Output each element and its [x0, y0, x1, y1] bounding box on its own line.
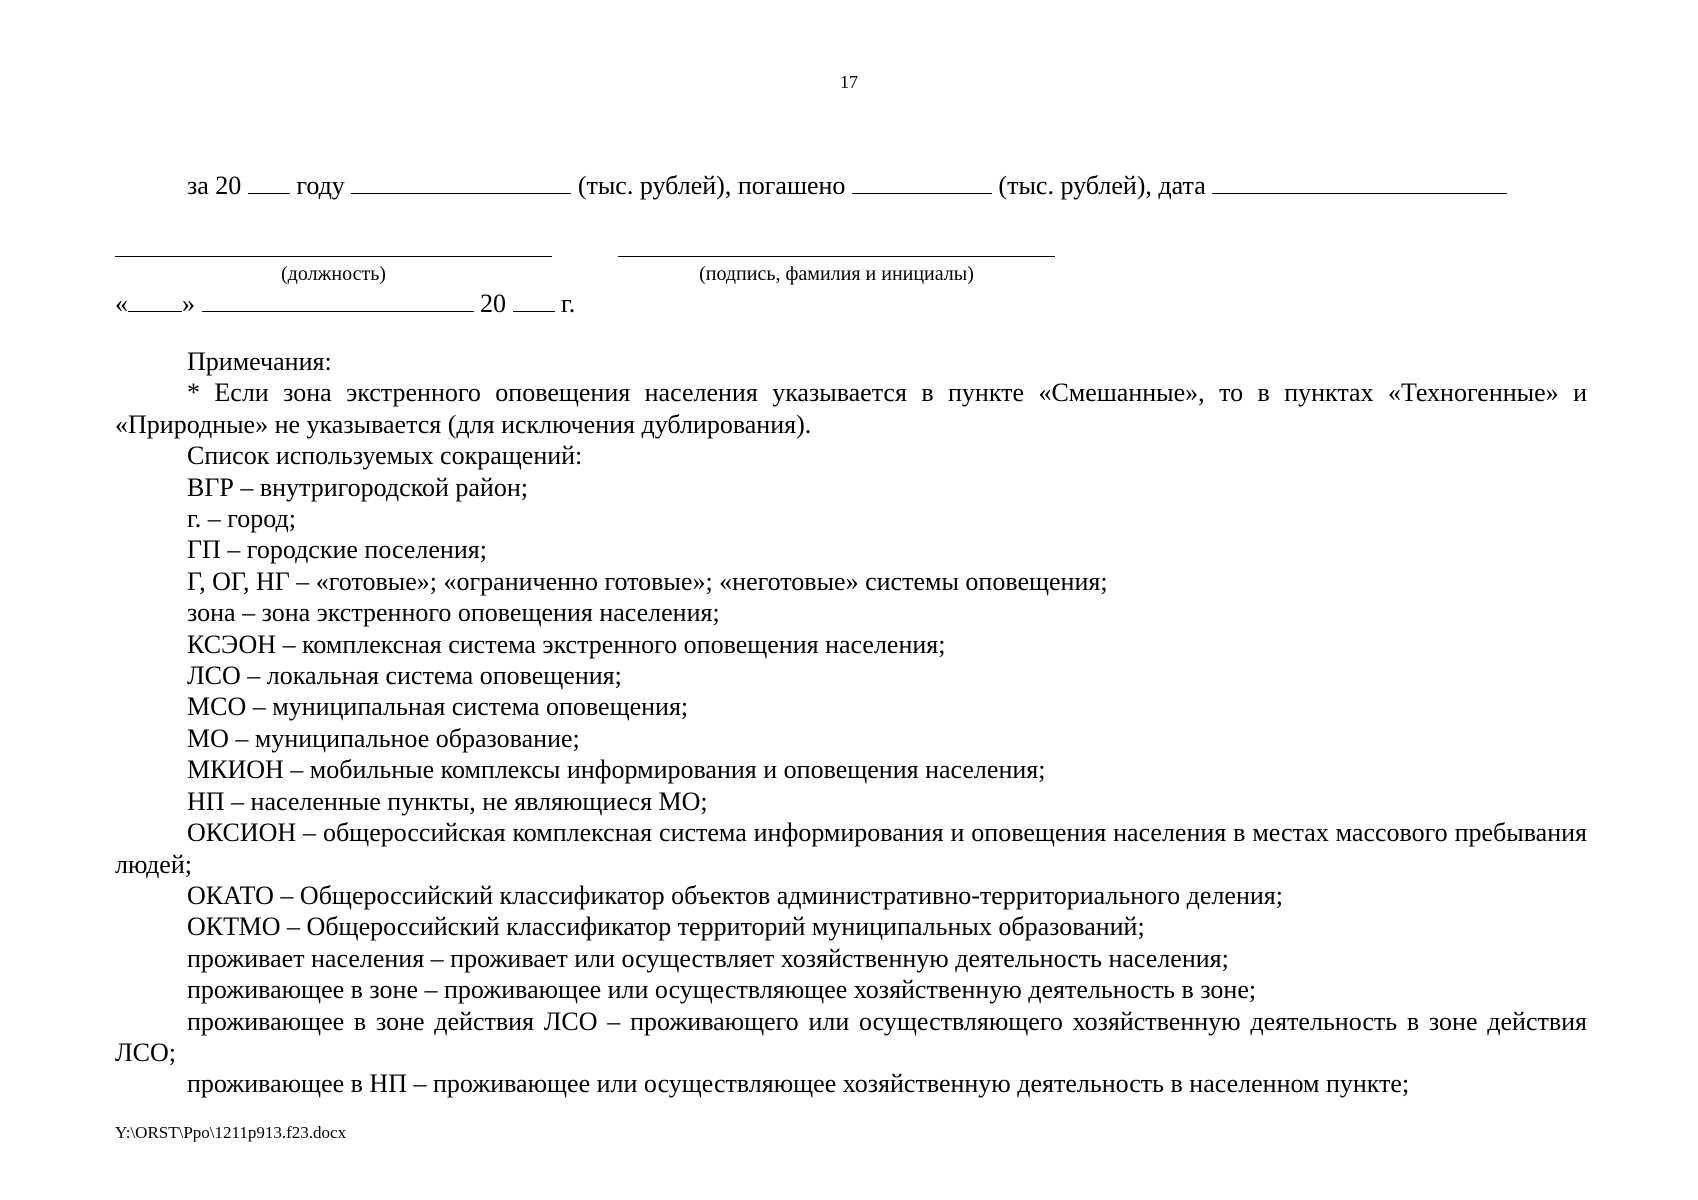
- date-blank: [1212, 170, 1507, 194]
- report-year-word: году: [296, 171, 345, 200]
- report-date-label: (тыс. рублей), дата: [998, 171, 1206, 200]
- date-close-quote: »: [182, 289, 195, 318]
- abbreviation-item: зона – зона экстренного оповещения населения;: [187, 598, 720, 628]
- abbreviation-item: г. – город;: [187, 504, 296, 534]
- date-open-quote: «: [115, 289, 128, 318]
- date-year-suffix: г.: [561, 289, 576, 318]
- year-blank: [248, 170, 290, 194]
- day-blank: [128, 288, 182, 312]
- abbreviations-list: [115, 472, 1587, 1100]
- abbreviation-item: ОКСИОН – общероссийская комплексная система информирования и оповещения населения в местах массового пребывания людей;: [115, 818, 1587, 879]
- report-line: [187, 170, 1587, 202]
- page-number: 17: [840, 72, 858, 92]
- notes-section: [115, 346, 1587, 1100]
- report-year-label: за 20: [187, 171, 242, 200]
- amount-blank: [351, 170, 571, 194]
- footer-file-path: Y:\ORST\Ppo\1211p913.f23.docx: [115, 1123, 347, 1142]
- abbreviation-item: ОКАТО – Общероссийский классификатор объектов административно-территориального деления;: [187, 880, 1283, 910]
- abbreviation-item: МКИОН – мобильные комплексы информирования и оповещения населения;: [187, 755, 1046, 785]
- position-caption: (должность): [281, 263, 386, 285]
- abbreviation-item: НП – населенные пункты, не являющиеся МО;: [187, 786, 708, 816]
- abbreviation-item: МО – муниципальное образование;: [187, 723, 580, 753]
- abbreviation-item: МСО – муниципальная система оповещения;: [187, 692, 689, 722]
- signature-line: [618, 256, 1055, 257]
- position-line: [115, 256, 552, 257]
- abbreviation-item: Г, ОГ, НГ – «готовые»; «ограниченно готовые»; «неготовые» системы оповещения;: [187, 566, 1108, 596]
- repaid-blank: [852, 170, 992, 194]
- report-repaid-label: (тыс. рублей), погашено: [577, 171, 846, 200]
- date-line: [115, 288, 575, 320]
- abbreviation-item: проживающее в зоне – проживающее или осуществляющее хозяйственную деятельность в зоне;: [187, 975, 1257, 1005]
- abbreviations-heading: Список используемых сокращений:: [187, 441, 583, 471]
- abbreviation-item: ГП – городские поселения;: [187, 535, 487, 565]
- abbreviation-item: ОКТМО – Общероссийский классификатор территорий муниципальных образований;: [187, 912, 1145, 942]
- signature-caption: (подпись, фамилия и инициалы): [699, 263, 974, 285]
- notes-heading: Примечания:: [187, 347, 332, 376]
- abbreviation-item: ЛСО – локальная система оповещения;: [187, 661, 622, 691]
- abbreviation-item: проживает населения – проживает или осуществляет хозяйственную деятельность населения;: [187, 943, 1229, 973]
- abbreviation-item: проживающее в НП – проживающее или осуществляющее хозяйственную деятельность в населенном пункте;: [187, 1069, 1410, 1099]
- abbreviation-item: КСЭОН – комплексная система экстренного оповещения населения;: [187, 629, 946, 659]
- abbreviation-item: ВГР – внутригородской район;: [187, 472, 528, 502]
- date-year-blank: [513, 288, 555, 312]
- month-blank: [202, 288, 474, 312]
- abbreviation-item: проживающее в зоне действия ЛСО – проживающего или осуществляющего хозяйственную деятельность в зоне действия ЛСО;: [115, 1006, 1587, 1067]
- footnote: * Если зона экстренного оповещения населения указывается в пункте «Смешанные», то в пунктах «Техногенные» и «Природные» не указывается (для исключения дублирования).: [115, 378, 1587, 439]
- date-year-prefix: 20: [480, 289, 506, 318]
